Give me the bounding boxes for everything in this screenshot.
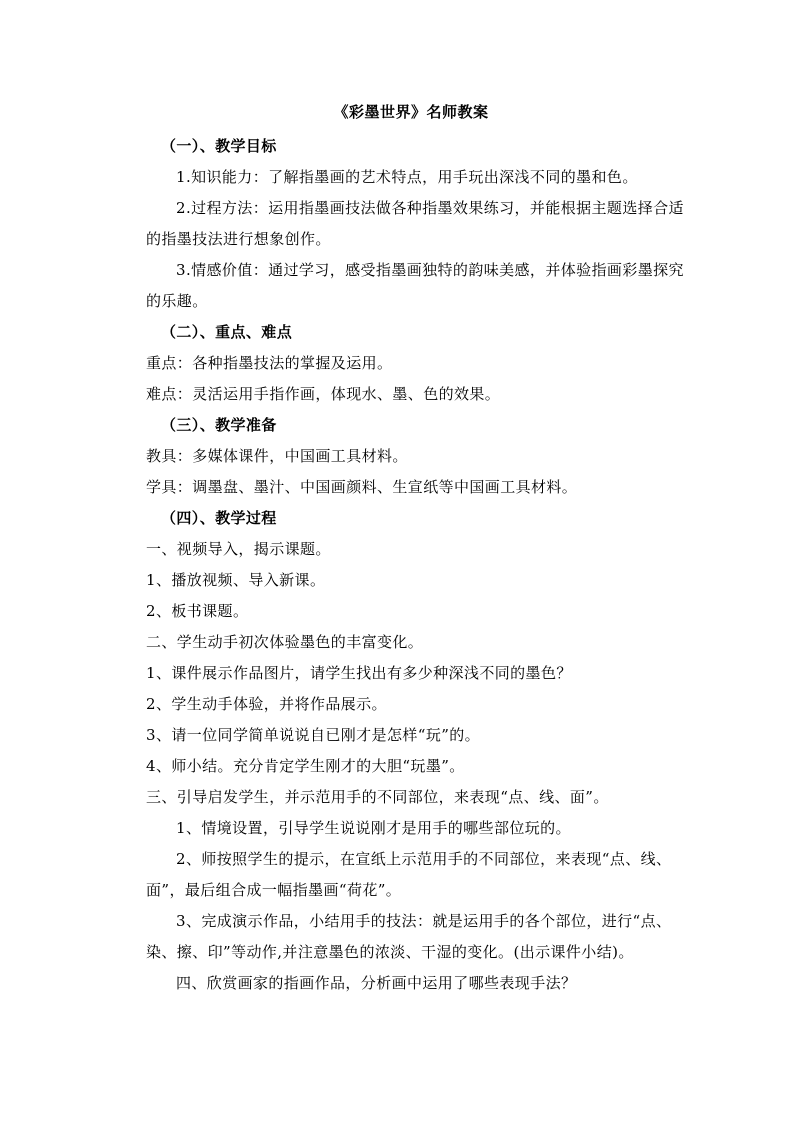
process-step-2-1: 1、课件展示作品图片，请学生找出有多少种深浅不同的墨色？: [146, 664, 572, 682]
key-point: 重点：各种指墨技法的掌握及运用。: [146, 354, 393, 372]
process-step-2-2: 2、学生动手体验，并将作品展示。: [146, 695, 387, 713]
section-heading-goals: （一）、教学目标: [161, 137, 277, 155]
process-step-2-3: 3、请一位同学简单说说自已刚才是怎样“玩”的。: [146, 726, 481, 744]
goal-emotion-line1: 3.情感价值：通过学习，感受指墨画独特的韵味美感，并体验指画彩墨探究: [176, 261, 684, 279]
goal-emotion-line2: 的乐趣。: [146, 292, 208, 310]
process-step-3-1: 1、情境设置，引导学生说说刚才是用手的哪些部位玩的。: [176, 819, 571, 837]
section-heading-process: （四）、教学过程: [161, 509, 277, 527]
goal-process-line1: 2.过程方法：运用指墨画技法做各种指墨效果练习，并能根据主题选择合适: [176, 199, 684, 217]
section-heading-key-points: （二）、重点、难点: [161, 323, 293, 341]
process-step-3: 三、引导启发学生，并示范用手的不同部位，来表现“点、线、面”。: [146, 788, 609, 806]
process-step-1: 一、视频导入，揭示课题。: [146, 540, 331, 558]
process-step-3-2-line1: 2、师按照学生的提示，在宣纸上示范用手的不同部位，来表现“点、线、: [176, 850, 672, 868]
process-step-3-3-line2: 染、擦、印”等动作,并注意墨色的浓淡、干湿的变化。(出示课件小结)。: [146, 943, 634, 961]
teacher-tools: 教具：多媒体课件，中国画工具材料。: [146, 447, 408, 465]
process-step-2: 二、学生动手初次体验墨色的丰富变化。: [146, 633, 424, 651]
process-step-4: 四、欣赏画家的指画作品，分析画中运用了哪些表现手法？: [176, 974, 577, 992]
goal-knowledge: 1.知识能力：了解指墨画的艺术特点，用手玩出深浅不同的墨和色。: [176, 168, 638, 186]
document-page: [146, 101, 684, 999]
process-step-3-2-line2: 面”，最后组合成一幅指墨画“荷花”。: [146, 881, 402, 899]
process-step-1-1: 1、播放视频、导入新课。: [146, 571, 326, 589]
goal-process-line2: 的指墨技法进行想象创作。: [146, 230, 331, 248]
process-step-2-4: 4、师小结。充分肯定学生刚才的大胆“玩墨”。: [146, 757, 465, 775]
document-title: 《彩墨世界》名师教案: [333, 103, 489, 121]
process-step-3-3-line1: 3、完成演示作品，小结用手的技法：就是运用手的各个部位，进行“点、: [176, 912, 672, 930]
student-tools: 学具：调墨盘、墨汁、中国画颜料、生宣纸等中国画工具材料。: [146, 478, 578, 496]
section-heading-preparation: （三）、教学准备: [161, 416, 277, 434]
process-step-1-2: 2、板书课题。: [146, 602, 249, 620]
difficult-point: 难点：灵活运用手指作画，体现水、墨、色的效果。: [146, 385, 501, 403]
